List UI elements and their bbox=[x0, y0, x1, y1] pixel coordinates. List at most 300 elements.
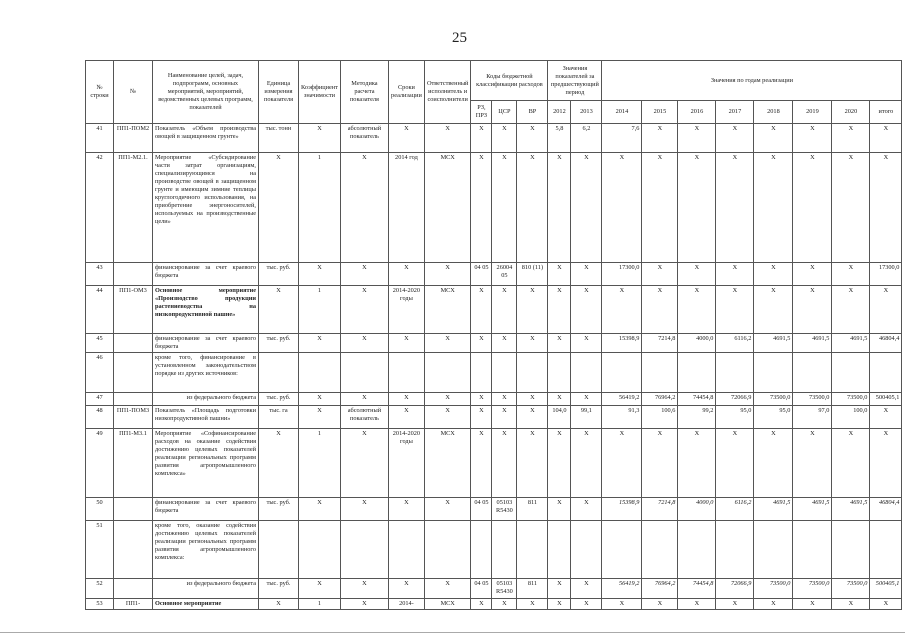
cell-code bbox=[114, 353, 153, 393]
cell-value-2017: X bbox=[716, 599, 754, 610]
cell-row-number: 53 bbox=[86, 599, 114, 610]
cell-name: кроме того, финансирование в установленном законодательством порядке из других источников: bbox=[153, 353, 259, 393]
cell-method: абсолютный показатель bbox=[340, 124, 388, 153]
cell-vr: X bbox=[517, 334, 548, 353]
cell-coefficient: X bbox=[299, 124, 341, 153]
cell-value-2018: X bbox=[754, 153, 793, 263]
cell-value-2018: 73500,0 bbox=[754, 579, 793, 599]
cell-value-total: 46804,4 bbox=[870, 498, 902, 521]
cell-row-number: 47 bbox=[86, 393, 114, 406]
cell-term bbox=[388, 353, 424, 393]
cell-unit: тыс. руб. bbox=[259, 334, 299, 353]
cell-term bbox=[388, 521, 424, 579]
cell-method: абсолютный показатель bbox=[340, 406, 388, 429]
cell-rz-prz: 04 05 bbox=[471, 579, 492, 599]
cell-value-2020: 4691,5 bbox=[832, 334, 870, 353]
cell-csr: X bbox=[492, 599, 517, 610]
cell-row-number: 49 bbox=[86, 429, 114, 498]
cell-value-2019: X bbox=[793, 286, 832, 334]
cell-term: X bbox=[388, 334, 424, 353]
cell-method: X bbox=[340, 579, 388, 599]
cell-rz-prz: X bbox=[471, 406, 492, 429]
cell-vr: X bbox=[517, 393, 548, 406]
cell-value-2018 bbox=[754, 353, 793, 393]
cell-name: финансирование за счет краевого бюджета bbox=[153, 498, 259, 521]
cell-value-2012: X bbox=[548, 263, 571, 286]
cell-value-2014: X bbox=[602, 599, 642, 610]
cell-term: X bbox=[388, 498, 424, 521]
header-method: Методика расчета показателя bbox=[340, 61, 388, 124]
cell-csr: X bbox=[492, 153, 517, 263]
cell-code: ПП1-М2.1. bbox=[114, 153, 153, 263]
cell-value-2017: X bbox=[716, 153, 754, 263]
header-year: 2019 bbox=[793, 101, 832, 124]
cell-value-2019: X bbox=[793, 124, 832, 153]
cell-value-2020: 73500,0 bbox=[832, 579, 870, 599]
cell-value-2013: X bbox=[571, 393, 602, 406]
cell-value-total bbox=[870, 353, 902, 393]
cell-unit bbox=[259, 353, 299, 393]
cell-coefficient: X bbox=[299, 498, 341, 521]
cell-value-2019: X bbox=[793, 153, 832, 263]
table-row bbox=[86, 521, 902, 579]
cell-responsible: X bbox=[424, 124, 470, 153]
cell-responsible: X bbox=[424, 334, 470, 353]
table-row bbox=[86, 579, 902, 599]
cell-vr: 811 bbox=[517, 498, 548, 521]
cell-row-number: 46 bbox=[86, 353, 114, 393]
cell-row-number: 41 bbox=[86, 124, 114, 153]
header-year: итого bbox=[870, 101, 902, 124]
cell-method: X bbox=[340, 334, 388, 353]
cell-responsible: X bbox=[424, 498, 470, 521]
cell-value-2020 bbox=[832, 353, 870, 393]
cell-value-2015: 76964,2 bbox=[642, 393, 678, 406]
cell-value-total: X bbox=[870, 286, 902, 334]
table-row bbox=[86, 498, 902, 521]
cell-value-total: X bbox=[870, 153, 902, 263]
cell-value-2019: X bbox=[793, 429, 832, 498]
cell-name: Мероприятие «Субсидирование части затрат организациям, специализирующимся на производстве овощей в защищенном грунте и имеющим зимние теплицы круглогодичного использования, на приобретение энергоносителей, используемых на производственные цели» bbox=[153, 153, 259, 263]
cell-value-2019: X bbox=[793, 263, 832, 286]
cell-code bbox=[114, 263, 153, 286]
cell-value-2014: X bbox=[602, 153, 642, 263]
header-previous-period: Значения показателей за предшествующий период bbox=[548, 61, 602, 101]
cell-rz-prz: X bbox=[471, 124, 492, 153]
cell-coefficient: X bbox=[299, 334, 341, 353]
cell-value-total: X bbox=[870, 406, 902, 429]
cell-value-2012: X bbox=[548, 599, 571, 610]
header-no: № bbox=[114, 61, 153, 124]
header-vr: ВР bbox=[517, 101, 548, 124]
cell-value-2020: X bbox=[832, 153, 870, 263]
cell-rz-prz: X bbox=[471, 153, 492, 263]
cell-rz-prz: X bbox=[471, 334, 492, 353]
cell-value-2014: 7,6 bbox=[602, 124, 642, 153]
cell-name: Основное мероприятие «Производство продукции растениеводства на низкопродуктивной пашне» bbox=[153, 286, 259, 334]
cell-responsible: X bbox=[424, 393, 470, 406]
cell-coefficient bbox=[299, 353, 341, 393]
cell-csr bbox=[492, 353, 517, 393]
cell-value-2020: X bbox=[832, 263, 870, 286]
header-year: 2018 bbox=[754, 101, 793, 124]
cell-value-2020: X bbox=[832, 599, 870, 610]
cell-unit: тыс. тонн bbox=[259, 124, 299, 153]
cell-value-2019: 73500,0 bbox=[793, 579, 832, 599]
table-row bbox=[86, 429, 902, 498]
cell-value-2016: X bbox=[678, 599, 716, 610]
cell-csr: X bbox=[492, 429, 517, 498]
header-2013: 2013 bbox=[571, 101, 602, 124]
cell-value-2014: 17300,0 bbox=[602, 263, 642, 286]
cell-responsible bbox=[424, 521, 470, 579]
cell-code: ПП1-ПОМ2 bbox=[114, 124, 153, 153]
cell-value-2012: X bbox=[548, 579, 571, 599]
cell-value-2016: 74454,8 bbox=[678, 393, 716, 406]
cell-unit bbox=[259, 521, 299, 579]
cell-csr: X bbox=[492, 286, 517, 334]
table-row bbox=[86, 406, 902, 429]
cell-coefficient: X bbox=[299, 263, 341, 286]
cell-method: X bbox=[340, 393, 388, 406]
cell-method: X bbox=[340, 153, 388, 263]
cell-row-number: 52 bbox=[86, 579, 114, 599]
cell-value-2013: X bbox=[571, 498, 602, 521]
cell-unit: X bbox=[259, 429, 299, 498]
cell-coefficient bbox=[299, 521, 341, 579]
cell-value-2014: 56419,2 bbox=[602, 579, 642, 599]
cell-rz-prz bbox=[471, 521, 492, 579]
cell-code: ПП1- bbox=[114, 599, 153, 610]
cell-responsible: МСХ bbox=[424, 599, 470, 610]
cell-value-2013: X bbox=[571, 153, 602, 263]
cell-term: 2014-2020 годы bbox=[388, 429, 424, 498]
cell-method bbox=[340, 521, 388, 579]
cell-value-2012: X bbox=[548, 429, 571, 498]
cell-row-number: 48 bbox=[86, 406, 114, 429]
cell-value-2016 bbox=[678, 521, 716, 579]
header-years-title: Значения по годам реализации bbox=[602, 61, 902, 101]
cell-name: кроме того, оказание содействия достижению целевых показателей реализации региональных программ развития агропромышленного комплекса: bbox=[153, 521, 259, 579]
cell-value-2016: X bbox=[678, 429, 716, 498]
cell-row-number: 42 bbox=[86, 153, 114, 263]
cell-row-number: 51 bbox=[86, 521, 114, 579]
cell-term: 2014-2020 годы bbox=[388, 286, 424, 334]
cell-method: X bbox=[340, 498, 388, 521]
cell-vr: 810 (11) bbox=[517, 263, 548, 286]
cell-responsible: X bbox=[424, 406, 470, 429]
cell-value-2016: X bbox=[678, 153, 716, 263]
cell-value-2014 bbox=[602, 353, 642, 393]
cell-coefficient: 1 bbox=[299, 286, 341, 334]
cell-term: X bbox=[388, 579, 424, 599]
cell-value-2012 bbox=[548, 521, 571, 579]
cell-csr: X bbox=[492, 334, 517, 353]
cell-value-2015: X bbox=[642, 429, 678, 498]
cell-value-2018: X bbox=[754, 429, 793, 498]
cell-row-number: 45 bbox=[86, 334, 114, 353]
cell-method bbox=[340, 353, 388, 393]
table-row bbox=[86, 124, 902, 153]
cell-value-2016: 4000,0 bbox=[678, 498, 716, 521]
cell-value-2017: X bbox=[716, 263, 754, 286]
header-year: 2015 bbox=[642, 101, 678, 124]
cell-value-2016: X bbox=[678, 286, 716, 334]
cell-value-2014: X bbox=[602, 429, 642, 498]
cell-coefficient: X bbox=[299, 393, 341, 406]
cell-value-total: 46804,4 bbox=[870, 334, 902, 353]
cell-value-2020: 73500,0 bbox=[832, 393, 870, 406]
cell-csr: X bbox=[492, 406, 517, 429]
cell-code: ПП1-ОМ3 bbox=[114, 286, 153, 334]
cell-value-2014: 91,3 bbox=[602, 406, 642, 429]
table-row bbox=[86, 353, 902, 393]
cell-csr bbox=[492, 521, 517, 579]
cell-value-2014: 15398,9 bbox=[602, 334, 642, 353]
cell-value-2020: X bbox=[832, 124, 870, 153]
cell-value-2017: X bbox=[716, 429, 754, 498]
cell-value-2015: X bbox=[642, 263, 678, 286]
page-edge bbox=[0, 632, 905, 633]
cell-value-2017: 72066,9 bbox=[716, 393, 754, 406]
cell-value-2013: 99,1 bbox=[571, 406, 602, 429]
header-2012: 2012 bbox=[548, 101, 571, 124]
cell-value-2016: 4000,0 bbox=[678, 334, 716, 353]
header-year: 2014 bbox=[602, 101, 642, 124]
cell-value-2018: X bbox=[754, 286, 793, 334]
program-indicators-table bbox=[85, 60, 902, 610]
cell-method: X bbox=[340, 599, 388, 610]
cell-value-2014: 56419,2 bbox=[602, 393, 642, 406]
cell-value-2020: 4691,5 bbox=[832, 498, 870, 521]
cell-value-2017: 95,0 bbox=[716, 406, 754, 429]
cell-csr: X bbox=[492, 393, 517, 406]
cell-method: X bbox=[340, 429, 388, 498]
cell-name: Показатель «Площадь подготовки низкопродуктивной пашни» bbox=[153, 406, 259, 429]
cell-value-2017: X bbox=[716, 286, 754, 334]
cell-name: из федерального бюджета bbox=[153, 579, 259, 599]
cell-coefficient: X bbox=[299, 406, 341, 429]
cell-responsible: X bbox=[424, 263, 470, 286]
cell-value-2015: 7214,8 bbox=[642, 334, 678, 353]
cell-value-2012: 104,0 bbox=[548, 406, 571, 429]
cell-value-2019 bbox=[793, 353, 832, 393]
cell-responsible: МСХ bbox=[424, 429, 470, 498]
cell-value-total: X bbox=[870, 429, 902, 498]
header-budget-codes: Коды бюджетной классификации расходов bbox=[471, 61, 548, 101]
header-responsible: Ответственный исполнитель и соисполнители bbox=[424, 61, 470, 124]
header-rz: РЗ, ПРЗ bbox=[471, 101, 492, 124]
cell-value-2020 bbox=[832, 521, 870, 579]
cell-rz-prz: 04 05 bbox=[471, 263, 492, 286]
cell-value-2020: X bbox=[832, 286, 870, 334]
cell-method: X bbox=[340, 263, 388, 286]
cell-value-2019 bbox=[793, 521, 832, 579]
cell-value-2018: 95,0 bbox=[754, 406, 793, 429]
cell-row-number: 44 bbox=[86, 286, 114, 334]
cell-responsible: X bbox=[424, 579, 470, 599]
cell-value-2016: X bbox=[678, 263, 716, 286]
cell-term: 2014 год bbox=[388, 153, 424, 263]
cell-value-2019: 73500,0 bbox=[793, 393, 832, 406]
header-csr: ЦСР bbox=[492, 101, 517, 124]
cell-value-2015 bbox=[642, 353, 678, 393]
cell-value-total: 500405,1 bbox=[870, 393, 902, 406]
cell-value-2014: 15398,9 bbox=[602, 498, 642, 521]
cell-vr bbox=[517, 521, 548, 579]
cell-csr: 26004 05 bbox=[492, 263, 517, 286]
cell-method: X bbox=[340, 286, 388, 334]
cell-value-2018: X bbox=[754, 124, 793, 153]
cell-vr: X bbox=[517, 406, 548, 429]
cell-value-2017 bbox=[716, 521, 754, 579]
cell-value-2012: X bbox=[548, 334, 571, 353]
cell-name: финансирование за счет краевого бюджета bbox=[153, 334, 259, 353]
cell-name: Мероприятие «Софинансирование расходов на оказание содействия достижению целевых показателей реализации региональных программ развития агропромышленного комплекса» bbox=[153, 429, 259, 498]
header-row-no: № строки bbox=[86, 61, 114, 124]
cell-unit: X bbox=[259, 286, 299, 334]
table-row bbox=[86, 286, 902, 334]
header-term: Сроки реализации bbox=[388, 61, 424, 124]
cell-value-2013 bbox=[571, 353, 602, 393]
cell-value-2017: X bbox=[716, 124, 754, 153]
cell-coefficient: 1 bbox=[299, 153, 341, 263]
cell-vr: 811 bbox=[517, 579, 548, 599]
cell-value-total: X bbox=[870, 599, 902, 610]
cell-code bbox=[114, 393, 153, 406]
cell-code bbox=[114, 498, 153, 521]
table-row bbox=[86, 393, 902, 406]
cell-value-2015: 76964,2 bbox=[642, 579, 678, 599]
cell-code bbox=[114, 579, 153, 599]
cell-value-2020: 100,0 bbox=[832, 406, 870, 429]
header-year: 2020 bbox=[832, 101, 870, 124]
cell-value-total: X bbox=[870, 124, 902, 153]
cell-rz-prz: X bbox=[471, 286, 492, 334]
cell-code: ПП1-М3.1 bbox=[114, 429, 153, 498]
cell-value-2018 bbox=[754, 521, 793, 579]
cell-value-2018: 4691,5 bbox=[754, 334, 793, 353]
cell-value-2013: 6,2 bbox=[571, 124, 602, 153]
cell-coefficient: X bbox=[299, 579, 341, 599]
header-year: 2016 bbox=[678, 101, 716, 124]
cell-value-total bbox=[870, 521, 902, 579]
cell-value-2012 bbox=[548, 353, 571, 393]
cell-value-2018: X bbox=[754, 599, 793, 610]
cell-value-2015: 100,6 bbox=[642, 406, 678, 429]
cell-responsible: МСХ bbox=[424, 286, 470, 334]
cell-value-2017: 72066,9 bbox=[716, 579, 754, 599]
cell-value-2016 bbox=[678, 353, 716, 393]
cell-unit: тыс. руб. bbox=[259, 393, 299, 406]
header-coef: Коэффициент значимости bbox=[299, 61, 341, 124]
cell-value-2013 bbox=[571, 521, 602, 579]
cell-value-2019: 4691,5 bbox=[793, 498, 832, 521]
cell-value-2016: 74454,8 bbox=[678, 579, 716, 599]
cell-value-2019: 97,0 bbox=[793, 406, 832, 429]
cell-rz-prz: 04 05 bbox=[471, 498, 492, 521]
cell-value-2013: X bbox=[571, 599, 602, 610]
cell-value-2019: 4691,5 bbox=[793, 334, 832, 353]
cell-value-2018: 73500,0 bbox=[754, 393, 793, 406]
cell-value-2016: 99,2 bbox=[678, 406, 716, 429]
cell-csr: X bbox=[492, 124, 517, 153]
cell-code: ПП1-ПОМ3 bbox=[114, 406, 153, 429]
cell-vr: X bbox=[517, 429, 548, 498]
cell-term: 2014- bbox=[388, 599, 424, 610]
cell-value-2019: X bbox=[793, 599, 832, 610]
cell-value-2012: X bbox=[548, 498, 571, 521]
cell-rz-prz: X bbox=[471, 429, 492, 498]
cell-value-2013: X bbox=[571, 263, 602, 286]
cell-vr bbox=[517, 353, 548, 393]
cell-value-2013: X bbox=[571, 334, 602, 353]
cell-csr: 05103 R5430 bbox=[492, 579, 517, 599]
cell-value-2012: X bbox=[548, 393, 571, 406]
cell-value-2015: X bbox=[642, 286, 678, 334]
cell-value-2013: X bbox=[571, 429, 602, 498]
cell-value-2012: 5,8 bbox=[548, 124, 571, 153]
cell-unit: X bbox=[259, 599, 299, 610]
cell-vr: X bbox=[517, 599, 548, 610]
cell-code bbox=[114, 334, 153, 353]
cell-value-2015: X bbox=[642, 124, 678, 153]
cell-coefficient: 1 bbox=[299, 599, 341, 610]
table-row bbox=[86, 334, 902, 353]
cell-value-2015: 7214,8 bbox=[642, 498, 678, 521]
cell-vr: X bbox=[517, 286, 548, 334]
cell-value-2014 bbox=[602, 521, 642, 579]
cell-value-2017: 6116,2 bbox=[716, 498, 754, 521]
header-year: 2017 bbox=[716, 101, 754, 124]
cell-unit: тыс. руб. bbox=[259, 579, 299, 599]
cell-value-total: 500405,1 bbox=[870, 579, 902, 599]
cell-vr: X bbox=[517, 124, 548, 153]
page-number: 25 bbox=[452, 30, 467, 46]
table-row bbox=[86, 263, 902, 286]
cell-value-2012: X bbox=[548, 153, 571, 263]
cell-term: X bbox=[388, 406, 424, 429]
cell-term: X bbox=[388, 124, 424, 153]
table-row bbox=[86, 599, 902, 610]
cell-value-2013: X bbox=[571, 579, 602, 599]
cell-value-2017: 6116,2 bbox=[716, 334, 754, 353]
cell-responsible bbox=[424, 353, 470, 393]
table-row bbox=[86, 153, 902, 263]
cell-responsible: МСХ bbox=[424, 153, 470, 263]
cell-row-number: 43 bbox=[86, 263, 114, 286]
cell-term: X bbox=[388, 393, 424, 406]
header-unit: Единица измерения показателя bbox=[259, 61, 299, 124]
cell-csr: 05103 R5430 bbox=[492, 498, 517, 521]
cell-unit: тыс. руб. bbox=[259, 263, 299, 286]
cell-unit: тыс. руб. bbox=[259, 498, 299, 521]
cell-unit: X bbox=[259, 153, 299, 263]
cell-value-2020: X bbox=[832, 429, 870, 498]
cell-rz-prz bbox=[471, 353, 492, 393]
cell-value-2015 bbox=[642, 521, 678, 579]
cell-name: Показатель «Объем производства овощей в защищенном грунте» bbox=[153, 124, 259, 153]
cell-value-2013: X bbox=[571, 286, 602, 334]
cell-value-2015: X bbox=[642, 599, 678, 610]
cell-unit: тыс. га bbox=[259, 406, 299, 429]
cell-value-2016: X bbox=[678, 124, 716, 153]
cell-name: Основное мероприятие bbox=[153, 599, 259, 610]
cell-name: финансирование за счет краевого бюджета bbox=[153, 263, 259, 286]
cell-rz-prz: X bbox=[471, 599, 492, 610]
cell-code bbox=[114, 521, 153, 579]
cell-value-2015: X bbox=[642, 153, 678, 263]
